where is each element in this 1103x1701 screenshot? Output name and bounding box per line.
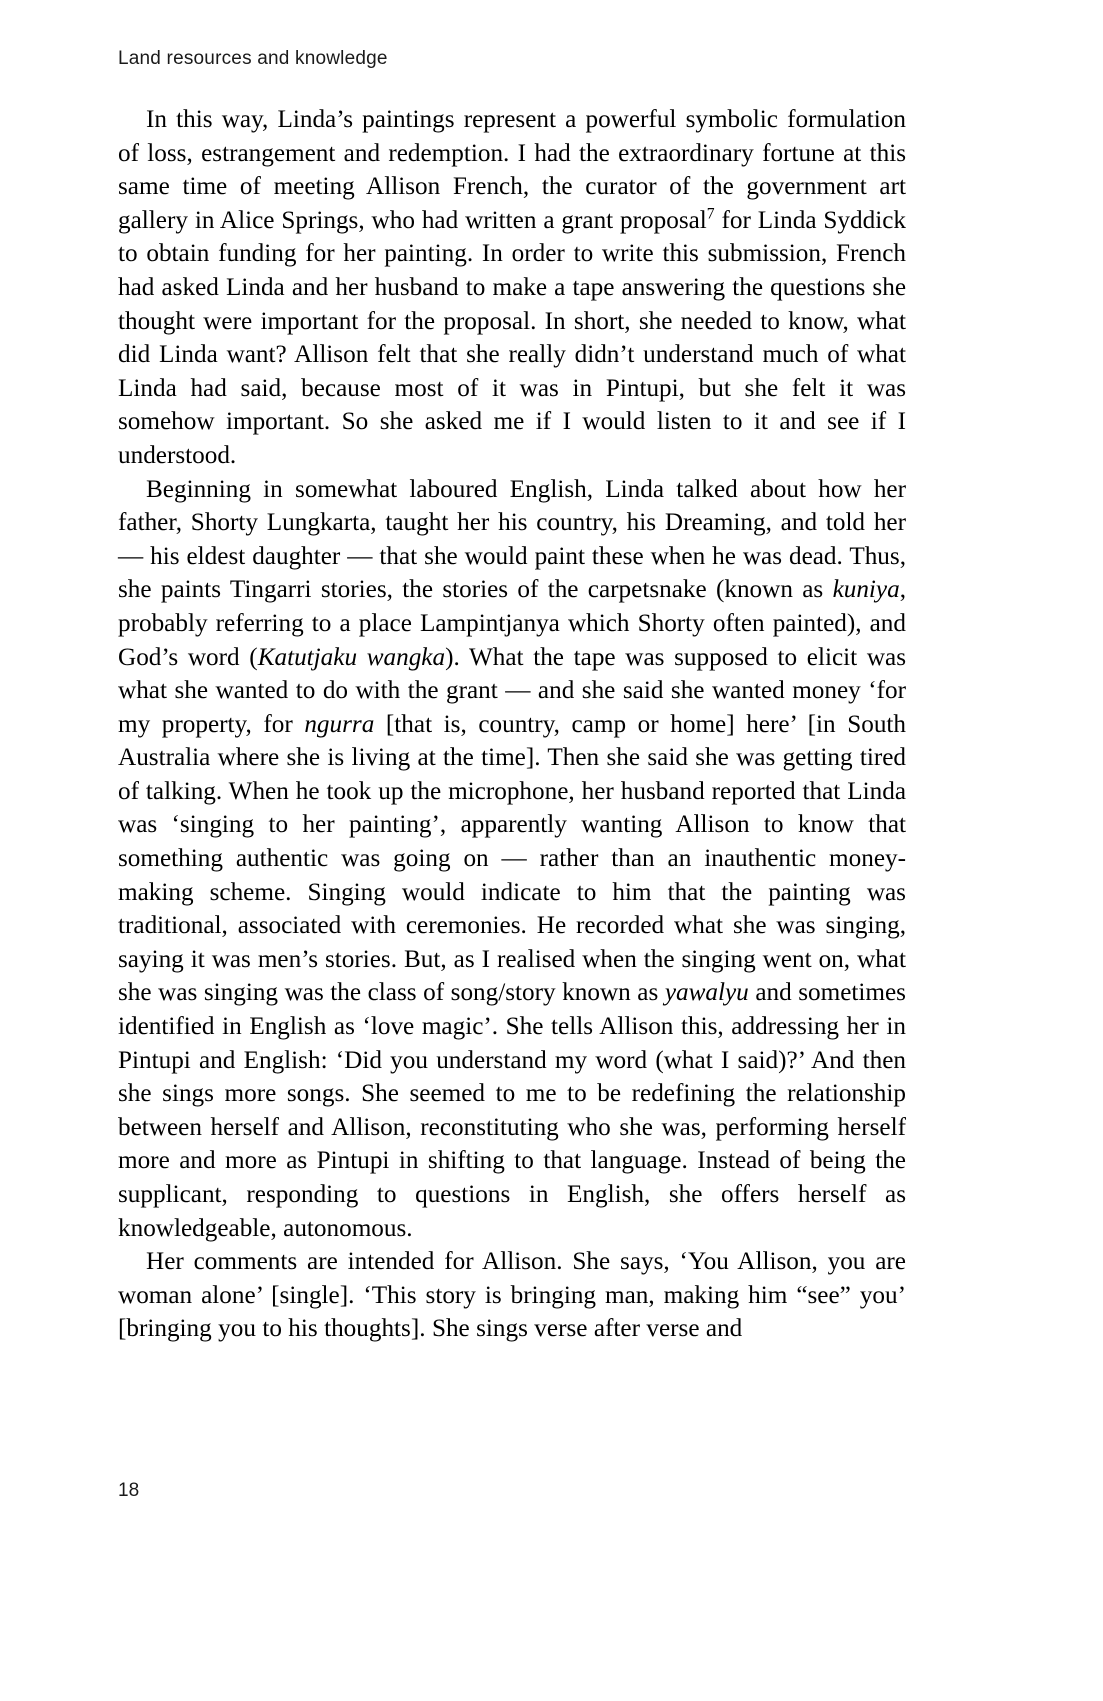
- paragraph: [118, 473, 906, 1246]
- text-run: [that is, country, camp or home] here’ [in South Australia where she is living at the time]. Then she said she was getting tired of talking. When he took up the microphone, her husband reported that Linda was ‘singing to her painting’, apparently wanting Allison to know that something authentic was going on — rather than an inauthentic money-making scheme. Singing would indicate to him that the painting was traditional, associated with ceremonies. He recorded what she was singing, saying it was men’s stories. But, as I realised when the singing went on, what she was singing was the class of song/story known as: [118, 710, 907, 1007]
- text-run: Her comments are intended for Allison. She says, ‘You Allison, you are woman alone’ [single]. ‘This story is bringing man, making him “see” you’ [bringing you to his thoughts]. She sings verse after verse and: [118, 1248, 906, 1343]
- italic-term: yawalyu: [664, 979, 749, 1007]
- text-run: for Linda Syddick to obtain funding for her painting. In order to write this submission, French had asked Linda and her husband to make a tape answering the questions she thought were important for the proposal. In short, she needed to know, what did Linda want? Allison felt that she really didn’t understand much of what Linda had said, because most of it was in Pintupi, but she felt it was somehow important. So she asked me if I would listen to it and see if I understood.: [118, 206, 906, 469]
- italic-term: Katutjaku wangka: [257, 643, 446, 671]
- body-text-block: [118, 103, 906, 1346]
- paragraph: [118, 1245, 906, 1346]
- running-header: Land resources and knowledge: [118, 48, 388, 69]
- text-run: ). What the tape was supposed to elicit was what she wanted to do with the grant — and she said she wanted money ‘for my property, for: [118, 643, 907, 738]
- italic-term: kuniya: [832, 576, 900, 604]
- paragraph: [118, 103, 906, 473]
- text-run: In this way, Linda’s paintings represent a powerful symbolic formulation of loss, estrangement and redemption. I had the extraordinary fortune at this same time of meeting Allison French, the curator of the government art gallery in Alice Springs, who had written a grant proposal: [118, 106, 906, 234]
- footnote-marker: 7: [706, 205, 715, 223]
- text-run: and sometimes identified in English as ‘love magic’. She tells Allison this, addressing her in Pintupi and English: ‘Did you understand my word (what I said)?’ And then she sings more songs. She seemed to me to be redefining the relationship between herself and Allison, reconstituting who she was, performing herself more and more as Pintupi in shifting to that language. Instead of being the supplicant, responding to questions in English, she offers herself as knowledgeable, autonomous.: [118, 979, 906, 1242]
- text-run: , probably referring to a place Lampintjanya which Shorty often painted), and God’s word (: [118, 576, 906, 671]
- italic-term: ngurra: [304, 710, 375, 738]
- page-number: 18: [118, 1480, 140, 1501]
- text-run: Beginning in somewhat laboured English, Linda talked about how her father, Shorty Lungkarta, taught her his country, his Dreaming, and told her — his eldest daughter — that she would paint these when he was dead. Thus, she paints Tingarri stories, the stories of the carpetsnake (known as: [118, 475, 906, 604]
